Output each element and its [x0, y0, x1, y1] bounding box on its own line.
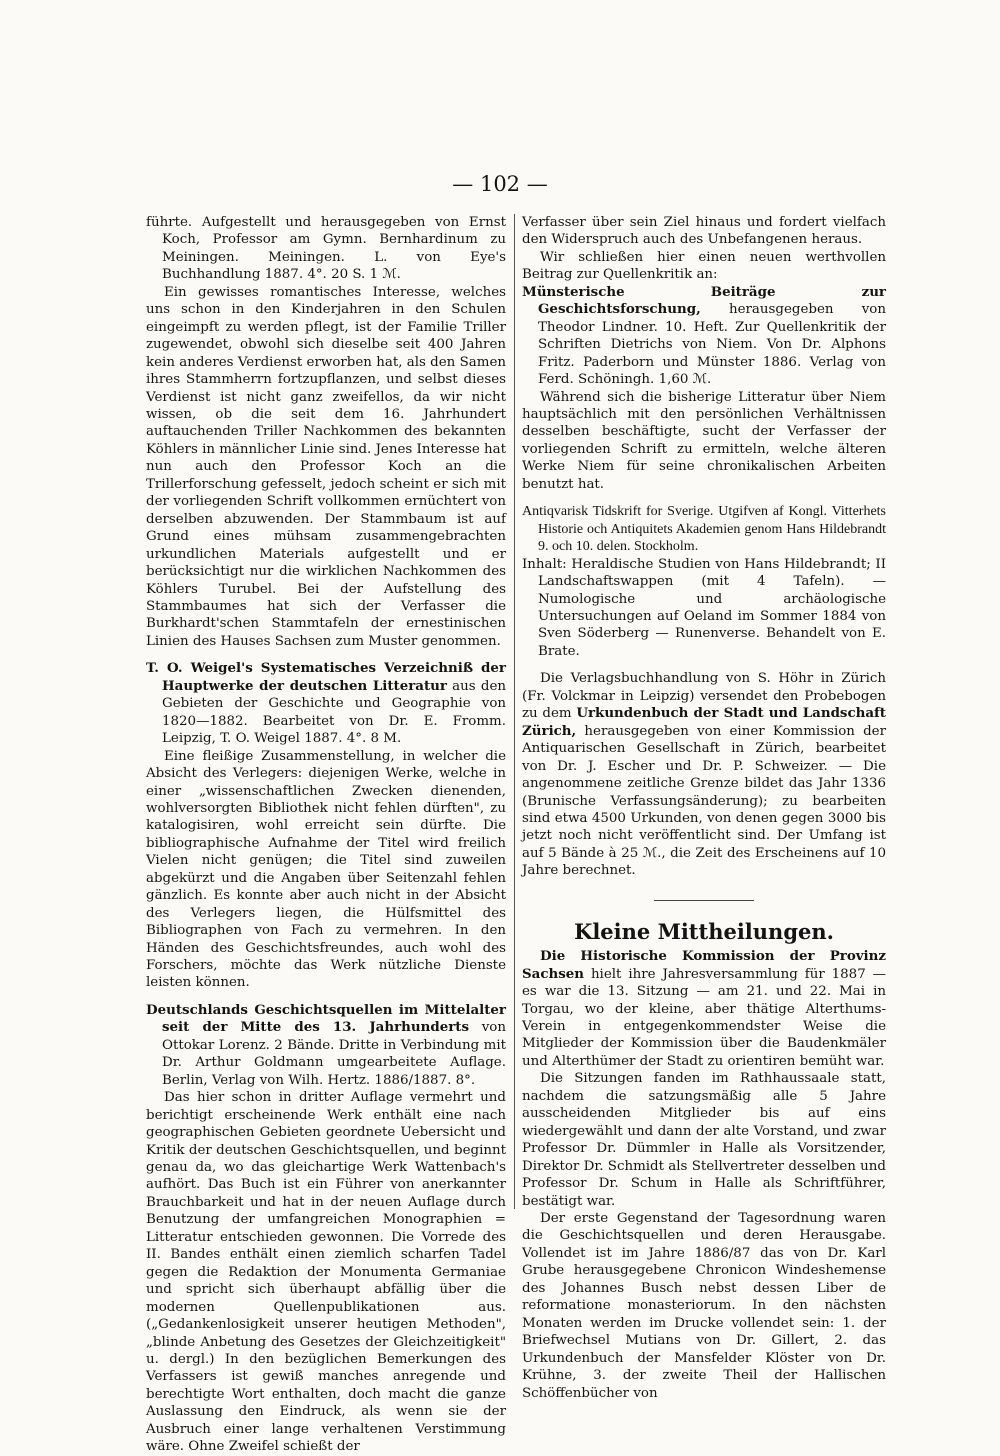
news-subject: Die Historische Kommission der Provinz Sachsen: [522, 948, 886, 982]
entry-details: von Ottokar Lorenz. 2 Bände. Dritte in Verbindung mit Dr. Arthur Goldmann umgearbeitete Auflage. Berlin, Verlag von Wilh. Hertz. 1886/1887. 8°.: [162, 1020, 506, 1088]
entry-title: Deutschlands Geschichtsquellen im Mittelalter seit der Mitte des 13. Jahrhunderts: [146, 1001, 506, 1036]
entry-contents: Inhalt: Heraldische Studien von Hans Hildebrandt; II Landschaftswappen (mit 4 Tafeln). — Numologische und archäologische Untersuchungen auf Oeland im Sommer 1884 von Sven Söderberg — Runenverse. Behandelt von E. Brate.: [522, 556, 886, 659]
review-paragraph: Wir schließen hier einen neuen werthvollen Beitrag zur Quellenkritik an:: [522, 249, 886, 283]
review-paragraph: Verfasser über sein Ziel hinaus und fordert vielfach den Widerspruch auch des Unbefangenen heraus.: [522, 215, 886, 248]
left-column: [146, 214, 506, 1456]
entry-title: Münsterische Beiträge zur Geschichtsforschung,: [522, 283, 886, 318]
announcement-text: Die Verlagsbuchhandlung von S. Höhr in Zürich (Fr. Volckmar in Leipzig) versendet den Probebogen zu dem: [522, 671, 886, 722]
review-paragraph: Das hier schon in dritter Auflage vermehrt und berichtigt erscheinende Werk enthält eine nach geographischen Gebieten geordnete Uebersicht und Kritik der deutschen Geschichtsquellen, und beginnt genau da, wo das gleichartige Werk Wattenbach's aufhört. Das Buch ist ein Führer von anerkannter Brauchbarkeit und hat in der neuen Auflage durch Benutzung der umfangreichen Monographien = Litteratur entschieden gewonnen. Die Vorrede des II. Bandes enthält einen ziemlich scharfen Tadel gegen die Redaktion der Monumenta Germaniae und spricht sich überhaupt abfällig über die modernen Quellenpublikationen aus. („Gedankenlosigkeit unserer heutigen Methoden", „blinde Anbetung des Gesetzes der Gleichzeitigkeit" u. dergl.) In den bezüglichen Bemerkungen des Verfassers ist gewiß manches anregende und berechtigte Wort enthalten, doch macht die ganze Auslassung den Eindruck, als wenn sie der Ausbruch einer lange verhaltenen Verstimmung wäre. Ohne Zweifel schießt der: [146, 1090, 506, 1455]
entry-text: führte. Aufgestellt und herausgegeben von Ernst Koch, Professor am Gymn. Bernhardinum zu Meiningen. Meiningen. L. von Eye's Buchhandlung 1887. 4°. 20 S. 1 ℳ.: [146, 215, 506, 283]
section-divider: [654, 900, 754, 901]
bibliography-entry: Antiqvarisk Tidskrift for Sverige. Utgifven af Kongl. Vitterhets Historie och Antiquitets Akademien genom Hans Hildebrandt 9. och 10. delen. Stockholm.: [522, 504, 886, 555]
entry-details: aus den Gebieten der Geschichte und Geographie von 1820—1882. Bearbeitet von Dr. E. Fromm. Leipzig, T. O. Weigel 1887. 4°. 8 M.: [162, 678, 506, 747]
announcement-title: Urkundenbuch der Stadt und Landschaft Zürich,: [522, 705, 886, 739]
bibliography-entry: [146, 660, 506, 747]
announcement-text: herausgegeben von einer Kommission der Antiquarischen Gesellschaft in Zürich, bearbeitet von Dr. J. Escher und Dr. P. Schweizer. — Die angenommene zeitliche Grenze bildet das Jahr 1336 (Brunische Verfassungsänderung); zu bearbeiten sind etwa 4500 Urkunden, von denen gegen 3000 bis jetzt noch nicht veröffentlicht sind. Der Umfang ist auf 5 Bände à 25 ℳ., die Zeit des Erscheinens auf 10 Jahre berechnet.: [522, 723, 886, 879]
review-paragraph: Ein gewisses romantisches Interesse, welches uns schon in den Kinderjahren in den Schulen eingeimpft zu werden pflegt, ist der Familie Triller zugewendet, obwohl sich dieselbe seit 400 Jahren kein anderes Verdienst erworben hat, als den Samen ihres Stammherrn fortzupflanzen, und selbst dieses Verdienst ist nicht ganz zweifellos, da wir nicht wissen, ob die seit dem 16. Jahrhundert auftauchenden Triller Nachkommen des bekannten Köhlers in männlicher Linie sind. Jenes Interesse hat nun auch den Professor Koch an die Trillerforschung gefesselt, jedoch scheint er sich mit der vorliegenden Schrift vollkommen ernüchtert von derselben abzuwenden. Der Stammbaum ist auf Grund eines mühsam zusammengebrachten urkundlichen Materials aufgestellt und er berücksichtigt nur die wirklichen Nachkommen des Köhlers Turubel. Bei der Aufstellung des Stammbaumes hat sich der Verfasser die Burkhardt'schen Stammtafeln der ernestinischen Linien des Hauses Sachsen zum Muster genommen.: [146, 284, 506, 649]
announcement-paragraph: [522, 670, 886, 879]
review-paragraph: Eine fleißige Zusammenstellung, in welcher die Absicht des Verlegers: diejenigen Werke, welche in einer „wissenschaftlichen Zwecken dienenden, wohlversorgten Bibliothek nicht fehlen dürften", zu katalogisiren, wohl erreicht sein dürfte. Die bibliographische Aufnahme der Titel wird freilich Vielen nicht genügen; die Titel sind zuweilen abgekürzt und die Angaben über Seitenzahl fehlen gänzlich. Es konnte aber auch nicht in der Absicht des Verlegers liegen, die Hülfsmittel des Bibliographen von Fach zu vermehren. In den Händen des Geschichtsfreundes, auch wohl des Forschers, möchte das Werk nützliche Dienste leisten können.: [146, 748, 506, 991]
news-paragraph: [522, 948, 886, 1070]
news-text: hielt ihre Jahresversammlung für 1887 — es war die 13. Sitzung — am 21. und 22. Mai in Torgau, wo der kleine, aber thätige Alterthums-Verein in entgegenkommendster Weise die Mitglieder der Kommission über die Baudenkmäler und Alterthümer der Stadt zu orientiren bemüht war.: [522, 966, 886, 1069]
bibliography-entry: [522, 284, 886, 389]
right-column: [522, 214, 886, 1402]
entry-title: T. O. Weigel's Systematisches Verzeichniß der Hauptwerke der deutschen Litteratur: [146, 660, 506, 694]
review-paragraph: Während sich die bisherige Litteratur über Niem hauptsächlich mit den persönlichen Verhältnissen desselben beschäftigte, sucht der Verfasser der vorliegenden Schrift zu ermitteln, welche älteren Werke Niem für seine chronikalischen Arbeiten benutzt hat.: [522, 389, 886, 492]
bibliography-entry: [146, 1002, 506, 1089]
news-paragraph: Der erste Gegenstand der Tagesordnung waren die Geschichtsquellen und deren Herausgabe. Vollendet ist im Jahre 1886/87 das von Dr. Karl Grube herausgegebene Chronicon Windeshemense des Johannes Busch nebst dessen Liber de reformatione monasteriorum. In den nächsten Monaten werden im Drucke vollendet sein: 1. der Briefwechsel Mutians von Dr. Gillert, 2. das Urkundenbuch der Mansfelder Klöster von Dr. Krühne, 3. der zweite Theil der Hallischen Schöffenbücher von: [522, 1211, 886, 1401]
page-number: — 102 —: [452, 172, 548, 196]
section-heading: Kleine Mittheilungen.: [574, 918, 834, 944]
news-paragraph: Die Sitzungen fanden im Rathhaussaale statt, nachdem die satzungsmäßig alle 5 Jahre ausscheidenden Mitglieder bis auf eins wiedergewählt und dann der alte Vorstand, und zwar Professor Dr. Dümmler in Halle als Vorsitzender, Direktor Dr. Schmidt als Stellvertreter desselben und Professor Dr. Schum in Halle als Schriftführer, bestätigt war.: [522, 1071, 886, 1209]
entry-details: herausgegeben von Theodor Lindner. 10. Heft. Zur Quellenkritik der Schriften Dietrichs von Niem. Von Dr. Alphons Fritz. Paderborn und Münster 1886. Verlag von Ferd. Schöningh. 1,60 ℳ.: [538, 302, 886, 388]
column-divider: [514, 214, 515, 1209]
